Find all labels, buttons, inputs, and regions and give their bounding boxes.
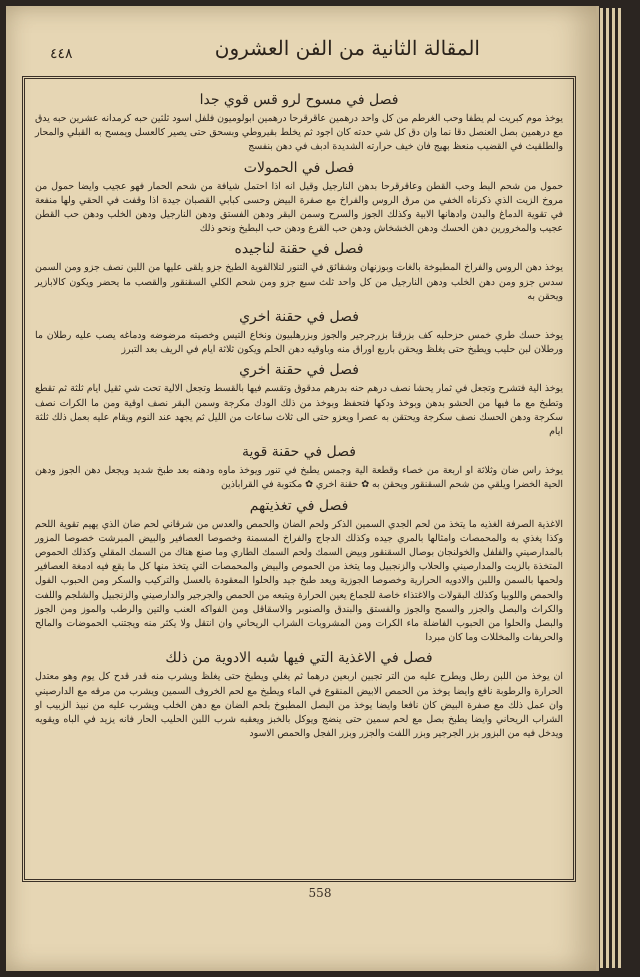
section [35,361,563,439]
section [35,91,563,155]
page-edge [606,8,609,968]
section [35,159,563,237]
section-text: يوخذ حسك طري خمس حزحلبه كف بزرقنا بزرجرجير والجوز وبزرهلبيون ونخاع التيس وخصيته مرضوضه ودماغه يصب عليه رطلان ما ورطلان لبن حليب ويطبخ حتى يغلظ ويحقن باربع اوراق منه وباوقيه دهن الحلم ويكون ثلاثة ايام في الريف بعد التبرز [35,330,563,356]
page-number-top: ٤٤٨ [50,46,73,62]
section-heading: فصل في حقنة لناجيده [234,241,364,258]
section-text: يوخذ راس ضان وثلاثة او اربعة من خصاء وقطعة الية وجمس يطبخ في تنور ويوخذ ماوه ودهنه بعد طبخ شديد ويجعل دهن الجوز ودهن الحية الخضرا ويلقي من شحم السقنقور ويحقن به ✿ حقنة اخري ✿ مكتوبة في القراباذين [35,465,563,491]
page-edge [600,8,603,968]
section-text: يوخذ موم كبريت لم يطفا وحب الغرطم من كل واحد درهمين عاقرقرحا درهمين ابولوميون فلفل اسود ثلثين حبه كرمدانه عشرين حبه يدق مع درهمين بصل العنصل دقا نما وان دق كل شي حدته كان اجود ثم يخلط بقيروطي وبسحق حتى يصير كالعسل ويمسح به القبلي والمحار والطلقيث في القضيب منعظ بهيج فان خيف حرارته الشديدة ادبف في دهن بنفسج [35,113,563,153]
section [35,443,563,492]
section [35,497,563,646]
section-heading: فصل في الاغذية التي فيها شبه الادوية من ذلك [165,650,433,667]
text-frame [22,76,576,882]
section [35,240,563,304]
section-heading: فصل في مسوح لرو قس قوي جدا [199,92,399,108]
section-heading: فصل في تغذيتهم [249,497,349,514]
page-edge [612,8,615,968]
page-header [30,36,570,70]
text-content [35,87,563,871]
section-heading: فصل في حقنة اخري [239,362,359,379]
section-text: حمول من شحم البط وحب القطن وعاقرقرحا بدهن النارجيل وقيل انه اذا احتمل شيافة من شحم الحمار فهو عجيب وايضا حمول من مروخ الزيت الذي ذكرناه الخفي من مرق الروس والفراخ مع صفرة البيض وحسى كبابي القصبان جيدة اذا وقفت في الحقي ولها منفعة في تقوية الدماغ والبدن وادهانها الابية وكذلك الجوز والسرح وسمن البقر ودهن الفستق ودهن النارجيل ودهن الخلب ودهن حب القطن عجيب والمخرورين دهن الحسك ودهن الخشخاش ودهن حب القرع ودهن حب البطيخ ونحو ذلك [35,180,563,235]
section [35,649,563,741]
section-heading: فصل في الحمولات [243,159,355,176]
section-text: يوخذ دهن الروس والفراخ المطبوخة بالغات وبوزنهان وشقائق في التنور لتلاالقوية الطبخ جزو يلقى عليها من اللبن نصف جزو ومن السمن سدس جزو ومن دهن الخلب ودهن النارجيل من كل واحد ثلث سبع جزو ومن شحم الكلي السقنقور والقصب ما يحضر ويكون كالابازير ويحقن به [35,262,563,302]
section-text: يوخذ الية فتشرح وتجعل في ثمار يحشا نصف درهم حنه بدرهم مدقوق وتقسم فيها بالقسط وتجعل الالية تحت شي ثقيل ايام ثلثة ثم تقطع وتطبخ مع ما فيها من الحشو بدهن وبوخذ ودكها فتحفظ وبوخذ من ذلك الودك مكرجة وسمن البقر نصف اوقية ومن ما الكرات نصف سكرجة ودهن الحسك نصف سكرجة ويحتقن به عصرا ويعزو حتى الى ثلاث ساعات من الليل ثم يجهد عند النوم ويقام عليه بعمل ذلك ثلثة ايام [35,383,563,438]
section-heading: فصل في حقنة قوية [242,444,356,461]
section [35,308,563,357]
section-heading: فصل في حقنة اخري [239,309,359,326]
running-head: المقالة الثانية من الفن العشرون [214,36,480,60]
section-text: ان يوخذ من اللبن رطل ويطرح عليه من التر تجبين اربعين درهما ثم يغلي ويطبخ حتى يغلظ ويشرب منه قدر قدح كل يوم وهو معتدل الحرارة والرطوبة نافع وايضا يوخذ من الحمص الابيض المنقوع في الماء ويطبخ مع لحم الخروف السمين ويشرب من مرقه مع الدارصيني وان عمل ذلك مع صفرة البيض كان نافعا وايضا يوخذ من البصل المطبوخ بلحم الضان مع دهن الخلب ويشرب عليه من نبيذ الزبيب او الشراب الريحاني وايضا يطبخ بصل مع لحم سمين حتى ينضج ويوكل بالخبز ويعقبه شرب اللبن الحليب الحار فانه يزيد في الباه ويقويه ويدخل فيه من البزور بزر الجرجير وبزر اللفت والجزر وبزر الفجل والحمص الاسود [35,671,563,740]
section-text: الاغذية الصرفة الغذيه ما يتخذ من لحم الجدي السمين الذكر ولحم الضان والحمص والعدس من شرقاني لحم ضان الذي يهيم تقوية اللحم وكذا يغذي به والمحمصات وامثالها بالمري جيده وكذلك الدجاج والفراخ المسمنة وخصوصا العصافير والبيض المبرشت خصوصا المزور بالمدارصيني والفلفل والخولنجان بوصال السقنقور وبيض السمك ولحم السمك الطاري وما صنع هناك من السمك المقلي وكذلك الحموص المتخذة بالزيت والمدارصيني والحلاب والزنجبيل وما يتخذ من الحموص والبيض والمحمصات التي يتخذ منها كل ما يقع فيه ادمغة العصافير ولحمها بالسمن واللبن والادويه الحرارية وخصوصا الجوزية ويعد طبخ جيد والحلوا المعقودة بالعسل والتركيب والسكر ومن الحبوب الفول والحمص واللوبيا وكذلك البقولات والاغتذاء خاصة للجماع يعين الحرارة ويتبعه من الحمص والجرجير والدارصيني والزنجبيل والشلجم واللفت والكراث والبصل والجزر والسمح والجوز والفستق والبندق والصنوبر والاسقاقل ومن الفواكه العنب والتين والرطب والموز ومن الجوز والبصل والحلوا من الحبوب الفاضلة ماء الكرات ومن المشروبات الشراب الريحاني وان انتقل ولا يكثر منه ويجتنب الحموضات والمالح والحريفات والمخللات وما كان مبردا [35,518,563,644]
page-number-bottom: 558 [308,886,332,900]
page-edge [618,8,621,968]
